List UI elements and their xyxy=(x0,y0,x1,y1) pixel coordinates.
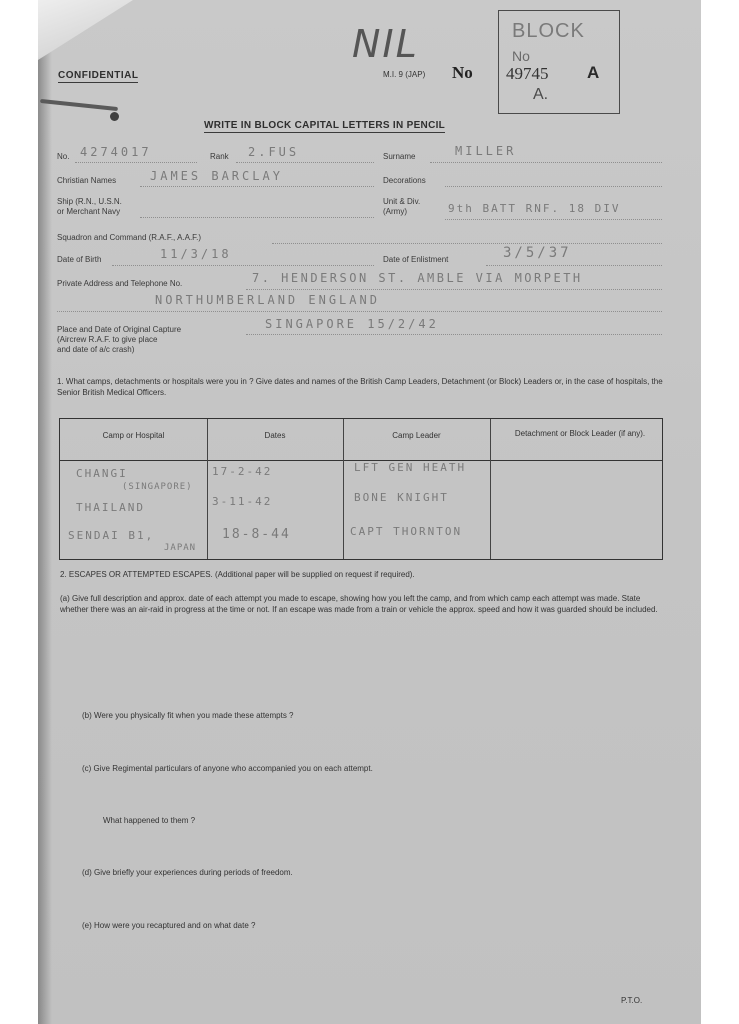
christian-names-line xyxy=(140,186,374,187)
table-row-1-date[interactable]: 17-2-42 xyxy=(212,465,273,478)
question-2a-text: (a) Give full description and approx. date of each attempt you made to escape, showing how you left the camp, and from which camp each attempt was made. State whether there was an air-raid in progress at the time or not. If an escape was made from a train or vehicle the approx. speed and how it was guarded should be included. xyxy=(60,594,658,614)
unit-line xyxy=(445,219,662,220)
pto-label: P.T.O. xyxy=(621,996,643,1005)
header-camp-leader: Camp Leader xyxy=(392,431,441,440)
pin-head-icon xyxy=(110,112,119,121)
no-line xyxy=(75,162,197,163)
address-label: Private Address and Telephone No. xyxy=(57,279,183,288)
table-row-3-leader[interactable]: CAPT THORNTON xyxy=(350,525,463,538)
table-row-2-camp[interactable]: THAILAND xyxy=(76,501,145,514)
question-2-title: 2. ESCAPES OR ATTEMPTED ESCAPES. (Additional paper will be supplied on request if required). xyxy=(60,570,415,579)
camps-table xyxy=(59,418,663,560)
decorations-label: Decorations xyxy=(383,176,426,185)
capture-label-line3: and date of a/c crash) xyxy=(57,345,135,354)
unit-value[interactable]: 9th BATT RNF. 18 DIV xyxy=(448,202,621,215)
question-2d-text: (d) Give briefly your experiences during periods of freedom. xyxy=(82,868,293,877)
stamp-number: 49745 xyxy=(506,64,549,83)
stamp-letter-a: A xyxy=(587,63,600,82)
column-divider xyxy=(490,419,491,559)
date-of-birth-value[interactable]: 11/3/18 xyxy=(160,247,232,261)
form-number-label: No xyxy=(452,63,473,82)
rank-line xyxy=(236,162,374,163)
unit-label-line2: (Army) xyxy=(383,207,407,216)
question-2e-text: (e) How were you recaptured and on what date ? xyxy=(82,921,256,930)
table-row-3-camp-detail[interactable]: JAPAN xyxy=(164,543,197,553)
rank-label: Rank xyxy=(210,152,229,161)
page-edge-shadow xyxy=(38,0,52,1024)
squadron-label: Squadron and Command (R.A.F., A.A.F.) xyxy=(57,233,202,242)
christian-names-value[interactable]: JAMES BARCLAY xyxy=(150,169,283,183)
surname-line xyxy=(430,162,662,163)
capture-value[interactable]: SINGAPORE 15/2/42 xyxy=(265,317,439,331)
ship-label-line2: or Merchant Navy xyxy=(57,207,121,216)
question-2c-followup: What happened to them ? xyxy=(103,816,196,825)
mi9-reference: M.I. 9 (JAP) xyxy=(383,70,426,79)
header-dates: Dates xyxy=(264,431,286,440)
decorations-line xyxy=(445,186,662,187)
christian-names-label: Christian Names xyxy=(57,176,117,185)
address-value-line2[interactable]: NORTHUMBERLAND ENGLAND xyxy=(155,293,380,307)
ship-label-line1: Ship (R.N., U.S.N. xyxy=(57,197,122,206)
address-line-1 xyxy=(246,289,662,290)
ship-line xyxy=(140,217,374,218)
squadron-line xyxy=(272,243,662,244)
surname-value[interactable]: MILLER xyxy=(455,144,517,158)
no-label: No. xyxy=(57,152,70,161)
table-row-3-date[interactable]: 18-8-44 xyxy=(222,527,291,542)
nil-annotation: NIL xyxy=(352,22,419,66)
header-camp-or-hospital: Camp or Hospital xyxy=(102,431,165,440)
stamp-no-text: No xyxy=(512,48,530,64)
table-row-2-leader[interactable]: BONE KNIGHT xyxy=(354,491,449,504)
table-row-1-leader[interactable]: LFT GEN HEATH xyxy=(354,461,467,474)
address-line-2 xyxy=(57,311,662,312)
date-of-enlistment-line xyxy=(486,265,662,266)
capture-line xyxy=(246,334,662,335)
table-row-3-camp[interactable]: SENDAI B1, xyxy=(68,529,155,542)
form-instruction-heading: WRITE IN BLOCK CAPITAL LETTERS IN PENCIL xyxy=(204,120,446,131)
no-value[interactable]: 4274017 xyxy=(80,145,152,159)
confidential-label: CONFIDENTIAL xyxy=(58,70,139,81)
date-of-birth-label: Date of Birth xyxy=(57,255,102,264)
surname-label: Surname xyxy=(383,152,416,161)
unit-label-line1: Unit & Div. xyxy=(383,197,421,206)
table-row-1-camp-detail[interactable]: (SINGAPORE) xyxy=(122,482,193,492)
table-row-1-camp[interactable]: CHANGI xyxy=(76,467,128,480)
header-block-leader: Detachment or Block Leader (if any). xyxy=(514,429,646,438)
date-of-birth-line xyxy=(112,265,374,266)
capture-label-line1: Place and Date of Original Capture xyxy=(57,325,182,334)
question-2b-text: (b) Were you physically fit when you made these attempts ? xyxy=(82,711,294,720)
stamp-block-text: BLOCK xyxy=(512,20,585,42)
rank-value[interactable]: 2.FUS xyxy=(248,145,300,159)
question-1-text: 1. What camps, detachments or hospitals were you in ? Give dates and names of the British Camp Leaders, Detachment (or Block) Leaders or, in the case of hospitals, the Senior British Medical Officers. xyxy=(57,377,663,397)
table-row-2-date[interactable]: 3-11-42 xyxy=(212,495,273,508)
date-of-enlistment-value[interactable]: 3/5/37 xyxy=(503,245,572,261)
date-of-enlistment-label: Date of Enlistment xyxy=(383,255,449,264)
address-value-line1[interactable]: 7. HENDERSON ST. AMBLE VIA MORPETH xyxy=(252,271,583,285)
capture-label-line2: (Aircrew R.A.F. to give place xyxy=(57,335,158,344)
stamp-letter-a-secondary: A. xyxy=(533,86,549,103)
question-2c-text: (c) Give Regimental particulars of anyone who accompanied you on each attempt. xyxy=(82,764,373,773)
